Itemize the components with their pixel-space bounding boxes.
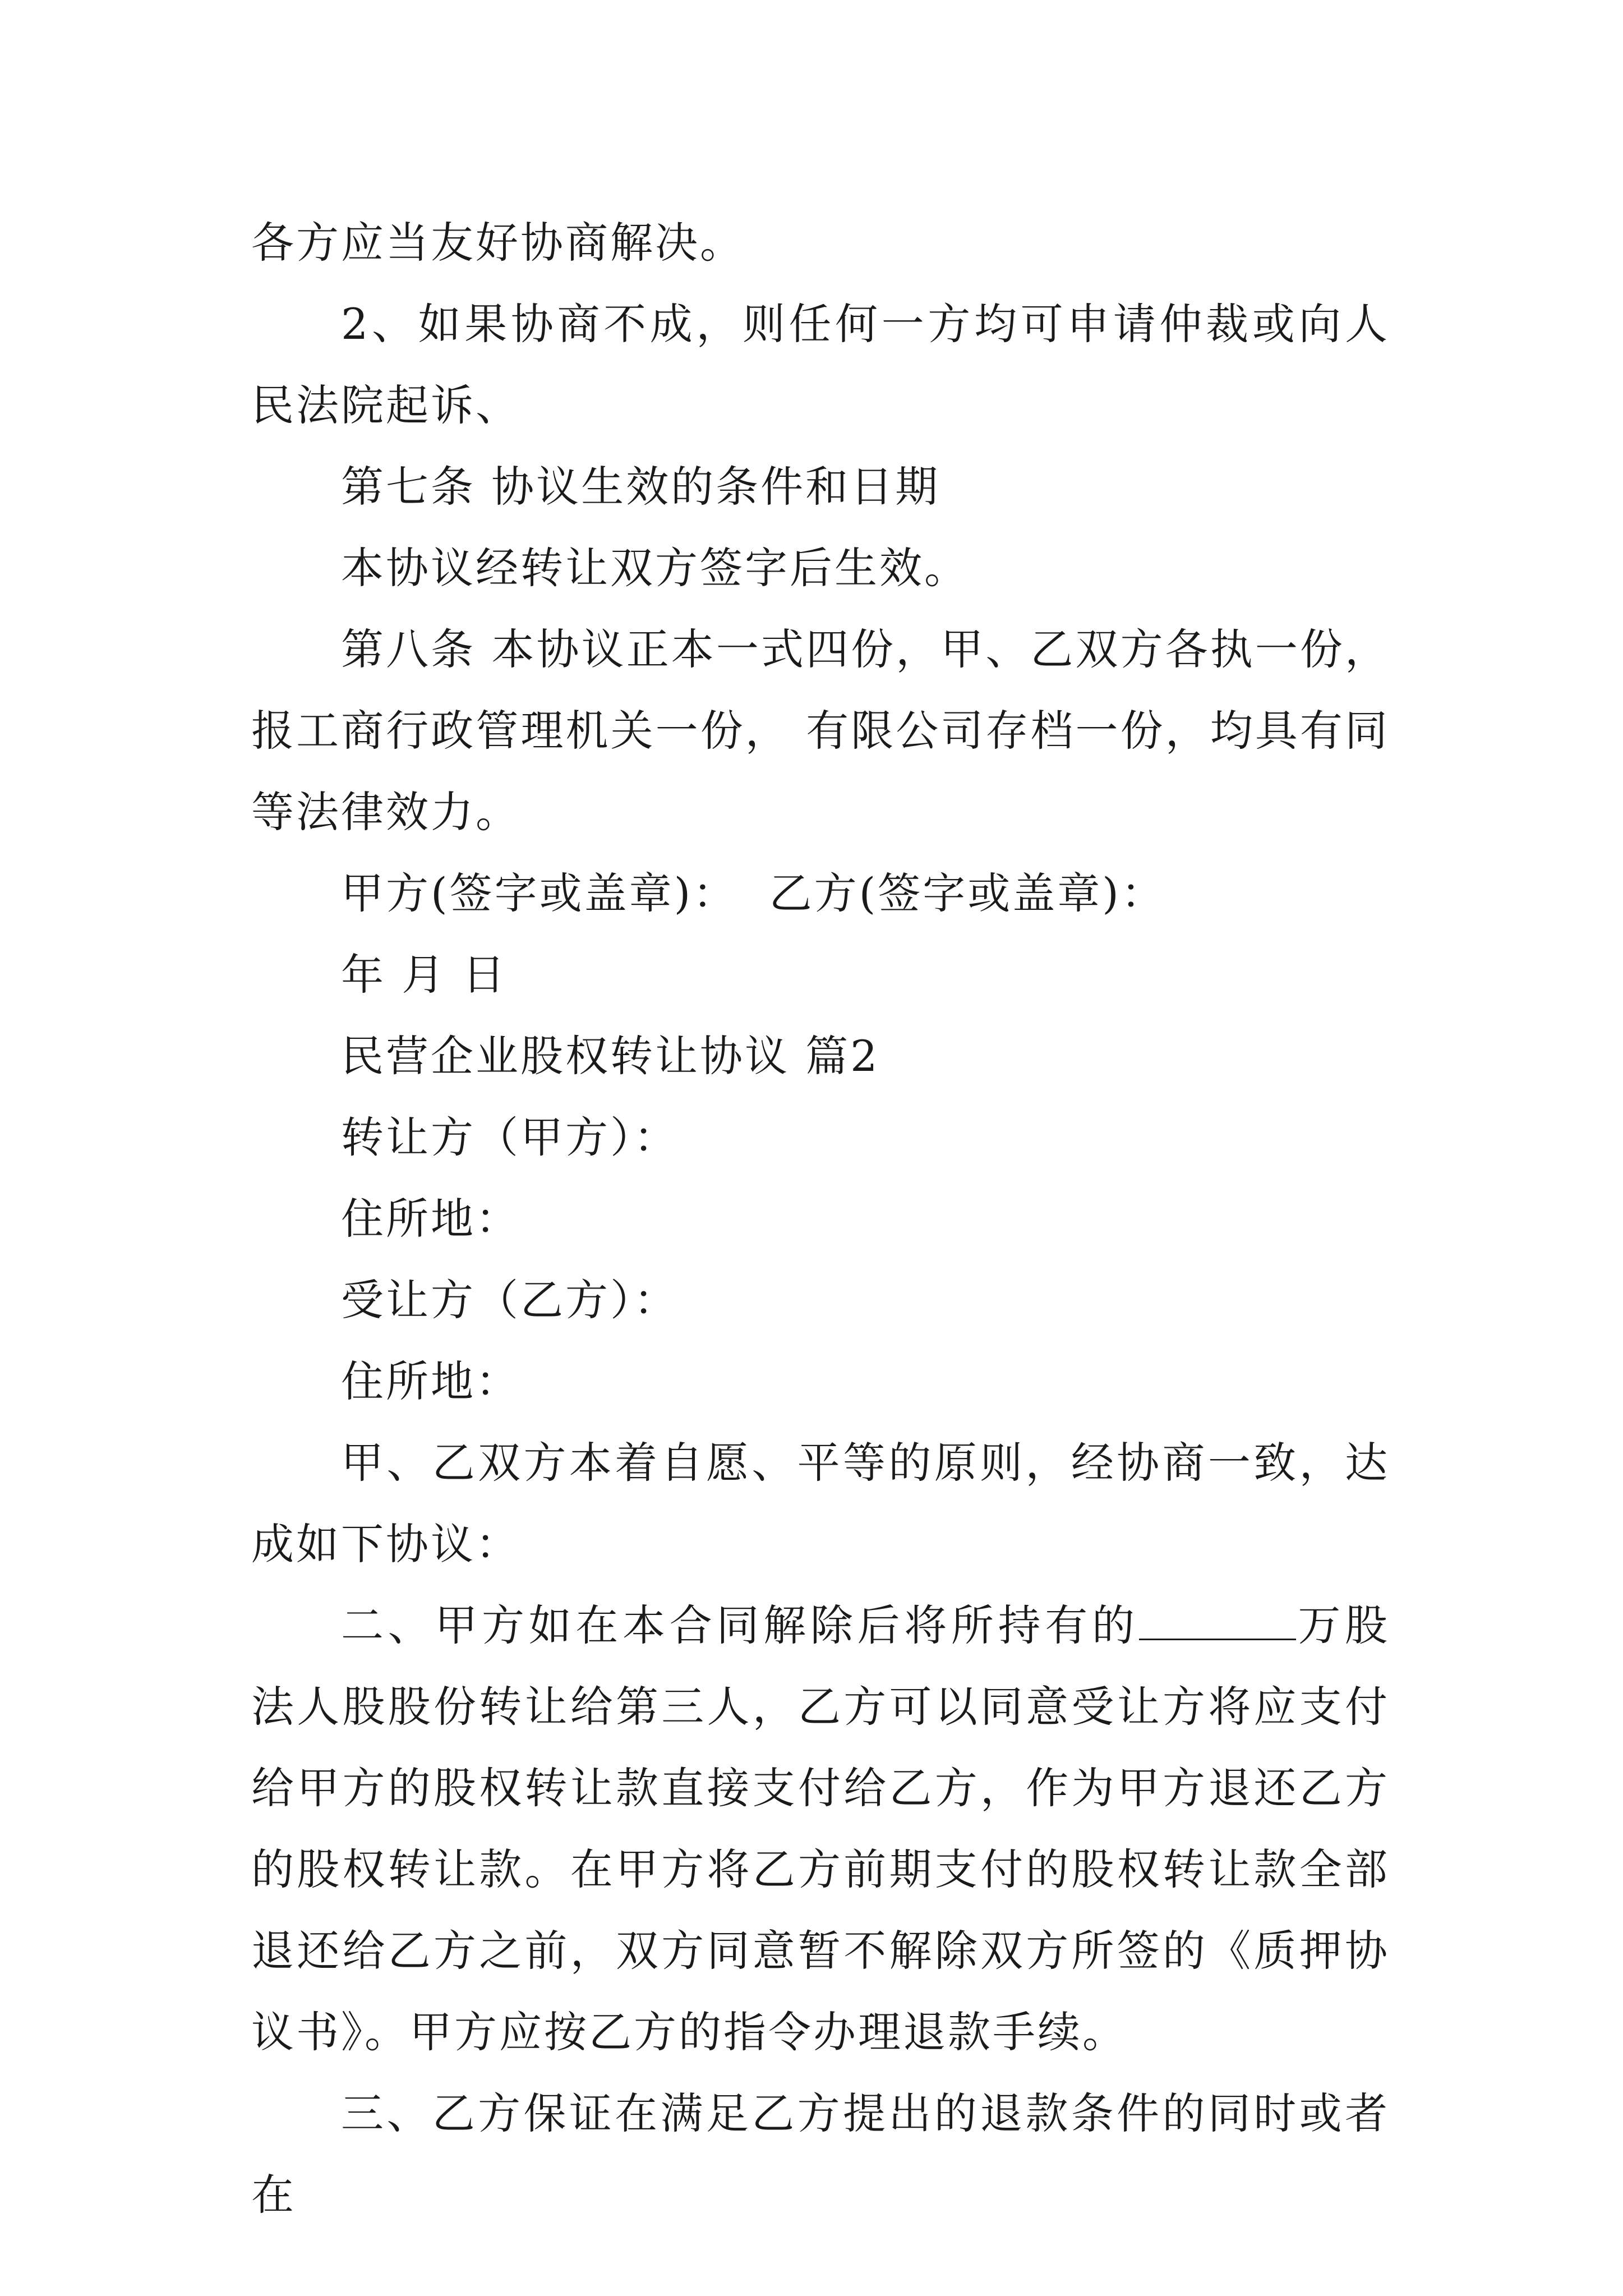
clause-two-before: 二、甲方如在本合同解除后将所持有的: [341, 1600, 1139, 1650]
party-label: 受让方（乙方）：: [341, 1275, 679, 1325]
paragraph: 2、如果协商不成，则任何一方均可申请仲裁或向人民法院起诉、: [251, 299, 1390, 430]
clause-three: 三、乙方保证在满足乙方提出的退款条件的同时或者在: [251, 2088, 1390, 2220]
paragraph: 甲、乙双方本着自愿、平等的原则，经协商一致，达成如下协议：: [251, 1438, 1390, 1569]
article-heading: 第八条 本协议正本一式四份，甲、乙双方各执一份，报工商行政管理机关一份， 有限公司存档一份，均具有同等法律效力。: [251, 624, 1390, 837]
address-label: 住所地：: [341, 1194, 520, 1244]
article-heading: 第七条 协议生效的条件和日期: [341, 462, 940, 512]
address-label: 住所地：: [341, 1356, 520, 1406]
signature-line: 甲方(签字或盖章)： 乙方(签字或盖章)：: [341, 868, 1166, 918]
section-title: 民营企业股权转让协议 篇2: [341, 1031, 880, 1081]
paragraph: 各方应当友好协商解决。: [251, 218, 745, 268]
date-line: 年 月 日: [341, 950, 508, 1000]
document-body: [251, 202, 1390, 2235]
party-label: 转让方（甲方）：: [341, 1112, 679, 1162]
fill-in-blank: [1139, 1599, 1296, 1640]
paragraph: 本协议经转让双方签字后生效。: [341, 543, 969, 593]
clause-two-after: 万股法人股股份转让给第三人，乙方可以同意受让方将应支付给甲方的股权转让款直接支付给乙方，作为甲方退还乙方的股权转让款。在甲方将乙方前期支付的股权转让款全部退还给乙方之前，双方同意暂不解除双方所签的《质押协议书》。甲方应按乙方的指令办理退款手续。: [251, 1600, 1390, 2057]
clause-two: [251, 1585, 1390, 2073]
